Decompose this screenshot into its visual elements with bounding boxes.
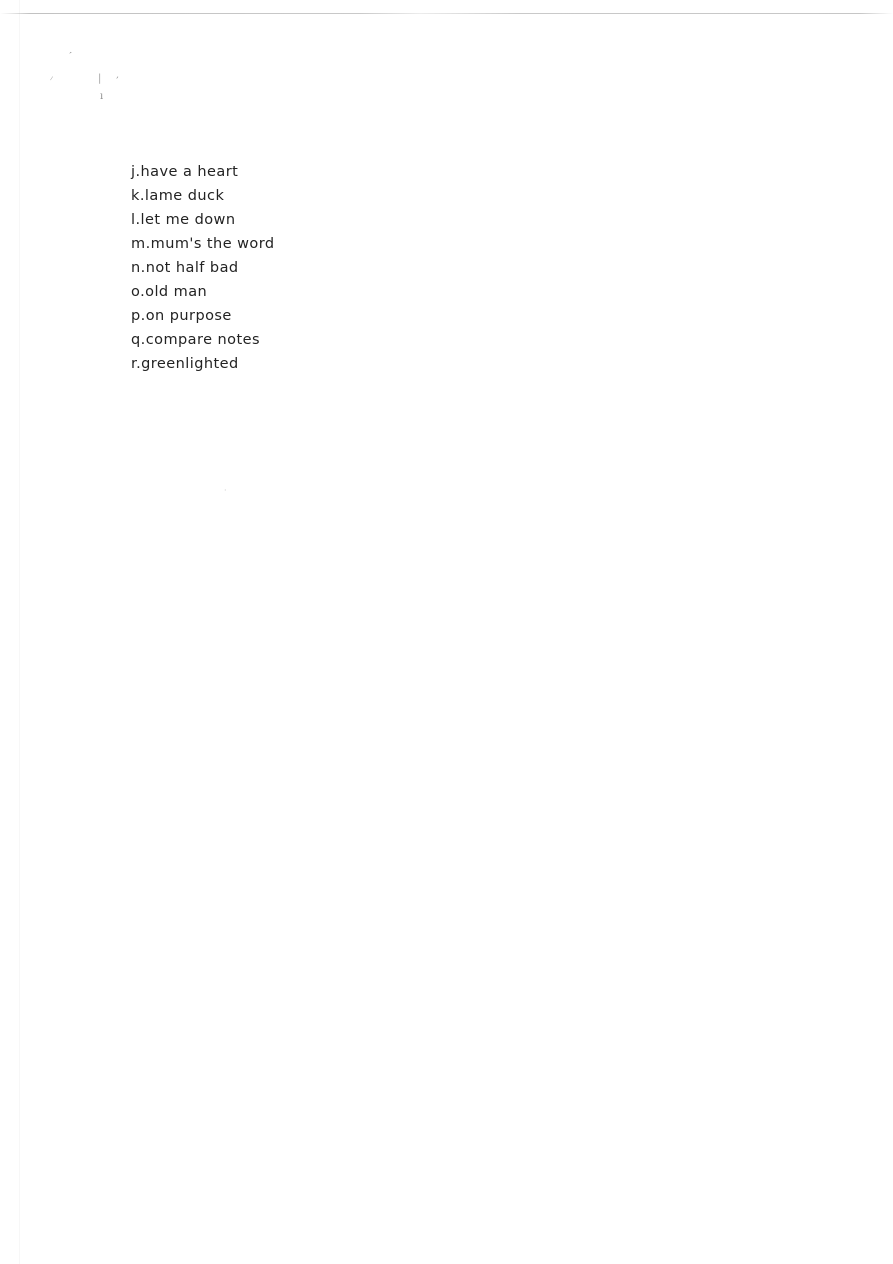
smudge-mark-6-icon: · [224, 486, 227, 495]
idiom-entry-list [131, 160, 651, 376]
page-top-edge-line [0, 13, 893, 14]
list-item: m.mum's the word [131, 236, 275, 252]
list-item: r.greenlighted [131, 356, 239, 372]
list-item: q.compare notes [131, 332, 261, 348]
smudge-mark-1-icon: ′ [66, 50, 73, 63]
smudge-mark-2-icon: ⸍ [48, 75, 56, 87]
list-item: o.old man [131, 284, 208, 300]
list-item: j.have a heart [131, 164, 239, 180]
list-item: n.not half bad [131, 260, 239, 276]
page-left-edge-line [19, 0, 20, 1264]
list-item: p.on purpose [131, 308, 232, 324]
list-item: k.lame duck [131, 188, 225, 204]
smudge-mark-4-icon: ’ [114, 75, 119, 87]
smudge-mark-3-icon: | [98, 73, 102, 84]
list-item: l.let me down [131, 212, 236, 228]
smudge-mark-5-icon: ı [100, 91, 104, 102]
